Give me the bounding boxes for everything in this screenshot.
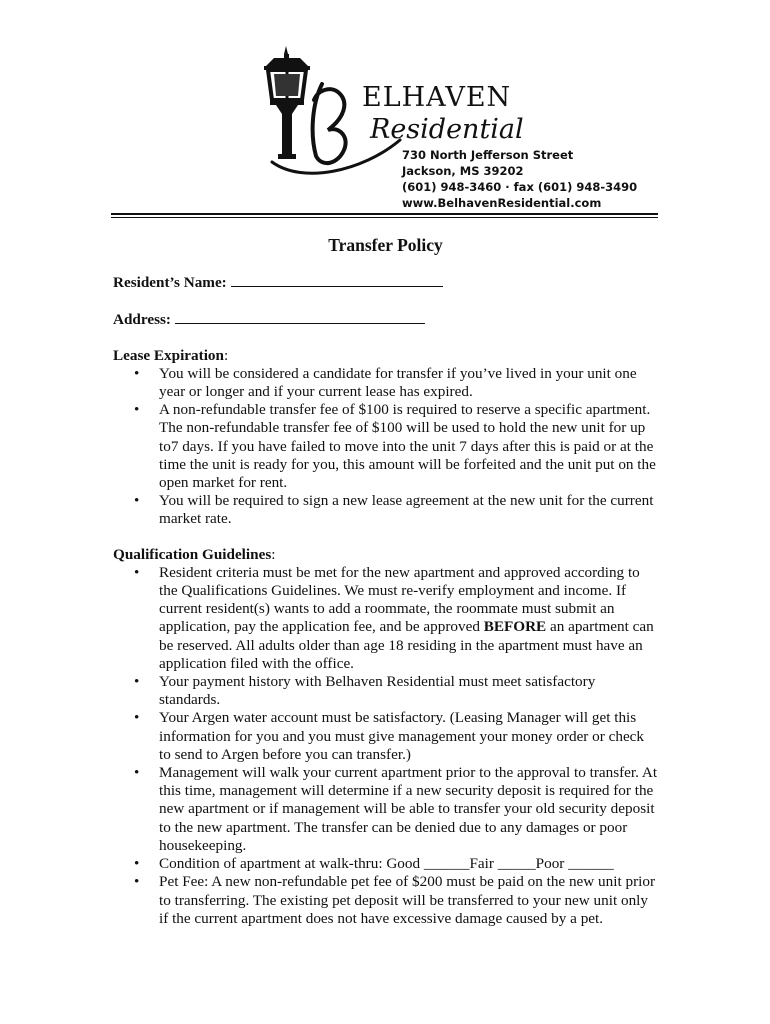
list-item: • A non-refundable transfer fee of $100 is required to reserve a specific apartment. The non-refundable transfer fee of $100 will be used to hold the new unit for up to7 days. If you have failed to move into the unit 7 days after this is paid or at the time the unit is ready for you, this amount will be forfeited and the unit put on the open market for rent.	[134, 401, 656, 492]
list-item: • Condition of apartment at walk-thru: Good ______Fair _____Poor ______	[134, 855, 614, 873]
logo-wordmark-belhaven: ELHAVEN	[362, 82, 512, 113]
page-title: Transfer Policy	[328, 235, 443, 255]
list-item: • Management will walk your current apartment prior to the approval to transfer. At this time, management will determine if a new security deposit is required for the new apartment or if management will be able to transfer your old security deposit to the new apartment. The transfer can be denied due to any damages or poor housekeeping.	[134, 764, 658, 854]
list-item: • Your Argen water account must be satisfactory. (Leasing Manager will get this information for you and you must give management your money order or check to send to Argen before you can transfer.)	[134, 709, 645, 763]
header-divider-thick	[111, 213, 658, 215]
resident-name-blank[interactable]	[231, 272, 443, 287]
website: www.BelhavenResidential.com	[402, 196, 602, 210]
contact-block	[402, 147, 637, 211]
lease-expiration-heading: Lease Expiration:	[113, 346, 229, 364]
list-item: • Resident criteria must be met for the new apartment and approved according to the Qualifications Guidelines. We must re-verify employment and income. If current resident(s) wants to add a roommate, the roommate must submit an application, pay the application fee, and be approved BEFORE an apartment can be reserved. All adults older than age 18 residing in the apartment must have an application filed with the office.	[134, 563, 654, 672]
address-blank[interactable]	[175, 309, 425, 324]
document-body	[113, 236, 658, 928]
phone-fax: (601) 948-3460 · fax (601) 948-3490	[402, 180, 638, 194]
qualification-guidelines-heading: Qualification Guidelines:	[113, 545, 276, 563]
resident-name-label: Resident’s Name:	[113, 274, 227, 292]
list-item: • Your payment history with Belhaven Residential must meet satisfactory standards.	[134, 673, 596, 709]
address-field	[113, 309, 658, 329]
list-item: • Pet Fee: A new non-refundable pet fee of $200 must be paid on the new unit prior to transferring. The existing pet deposit will be transferred to your new unit only if the current apartment does not have excessive damage caused by a pet.	[134, 873, 656, 927]
header-divider-thin	[111, 217, 658, 218]
street-address: 730 North Jefferson Street	[402, 148, 574, 162]
logo-wordmark-residential: Residential	[370, 114, 524, 145]
city-state-zip: Jackson, MS 39202	[402, 164, 524, 178]
qualification-guidelines-list	[113, 564, 658, 928]
list-item: • You will be required to sign a new lease agreement at the new unit for the current market rate.	[134, 492, 654, 528]
resident-name-field	[113, 272, 658, 292]
address-label: Address:	[113, 311, 171, 329]
list-item: • You will be considered a candidate for transfer if you’ve lived in your unit one year or longer and if your current lease has expired.	[134, 364, 637, 401]
lease-expiration-list	[113, 365, 658, 529]
